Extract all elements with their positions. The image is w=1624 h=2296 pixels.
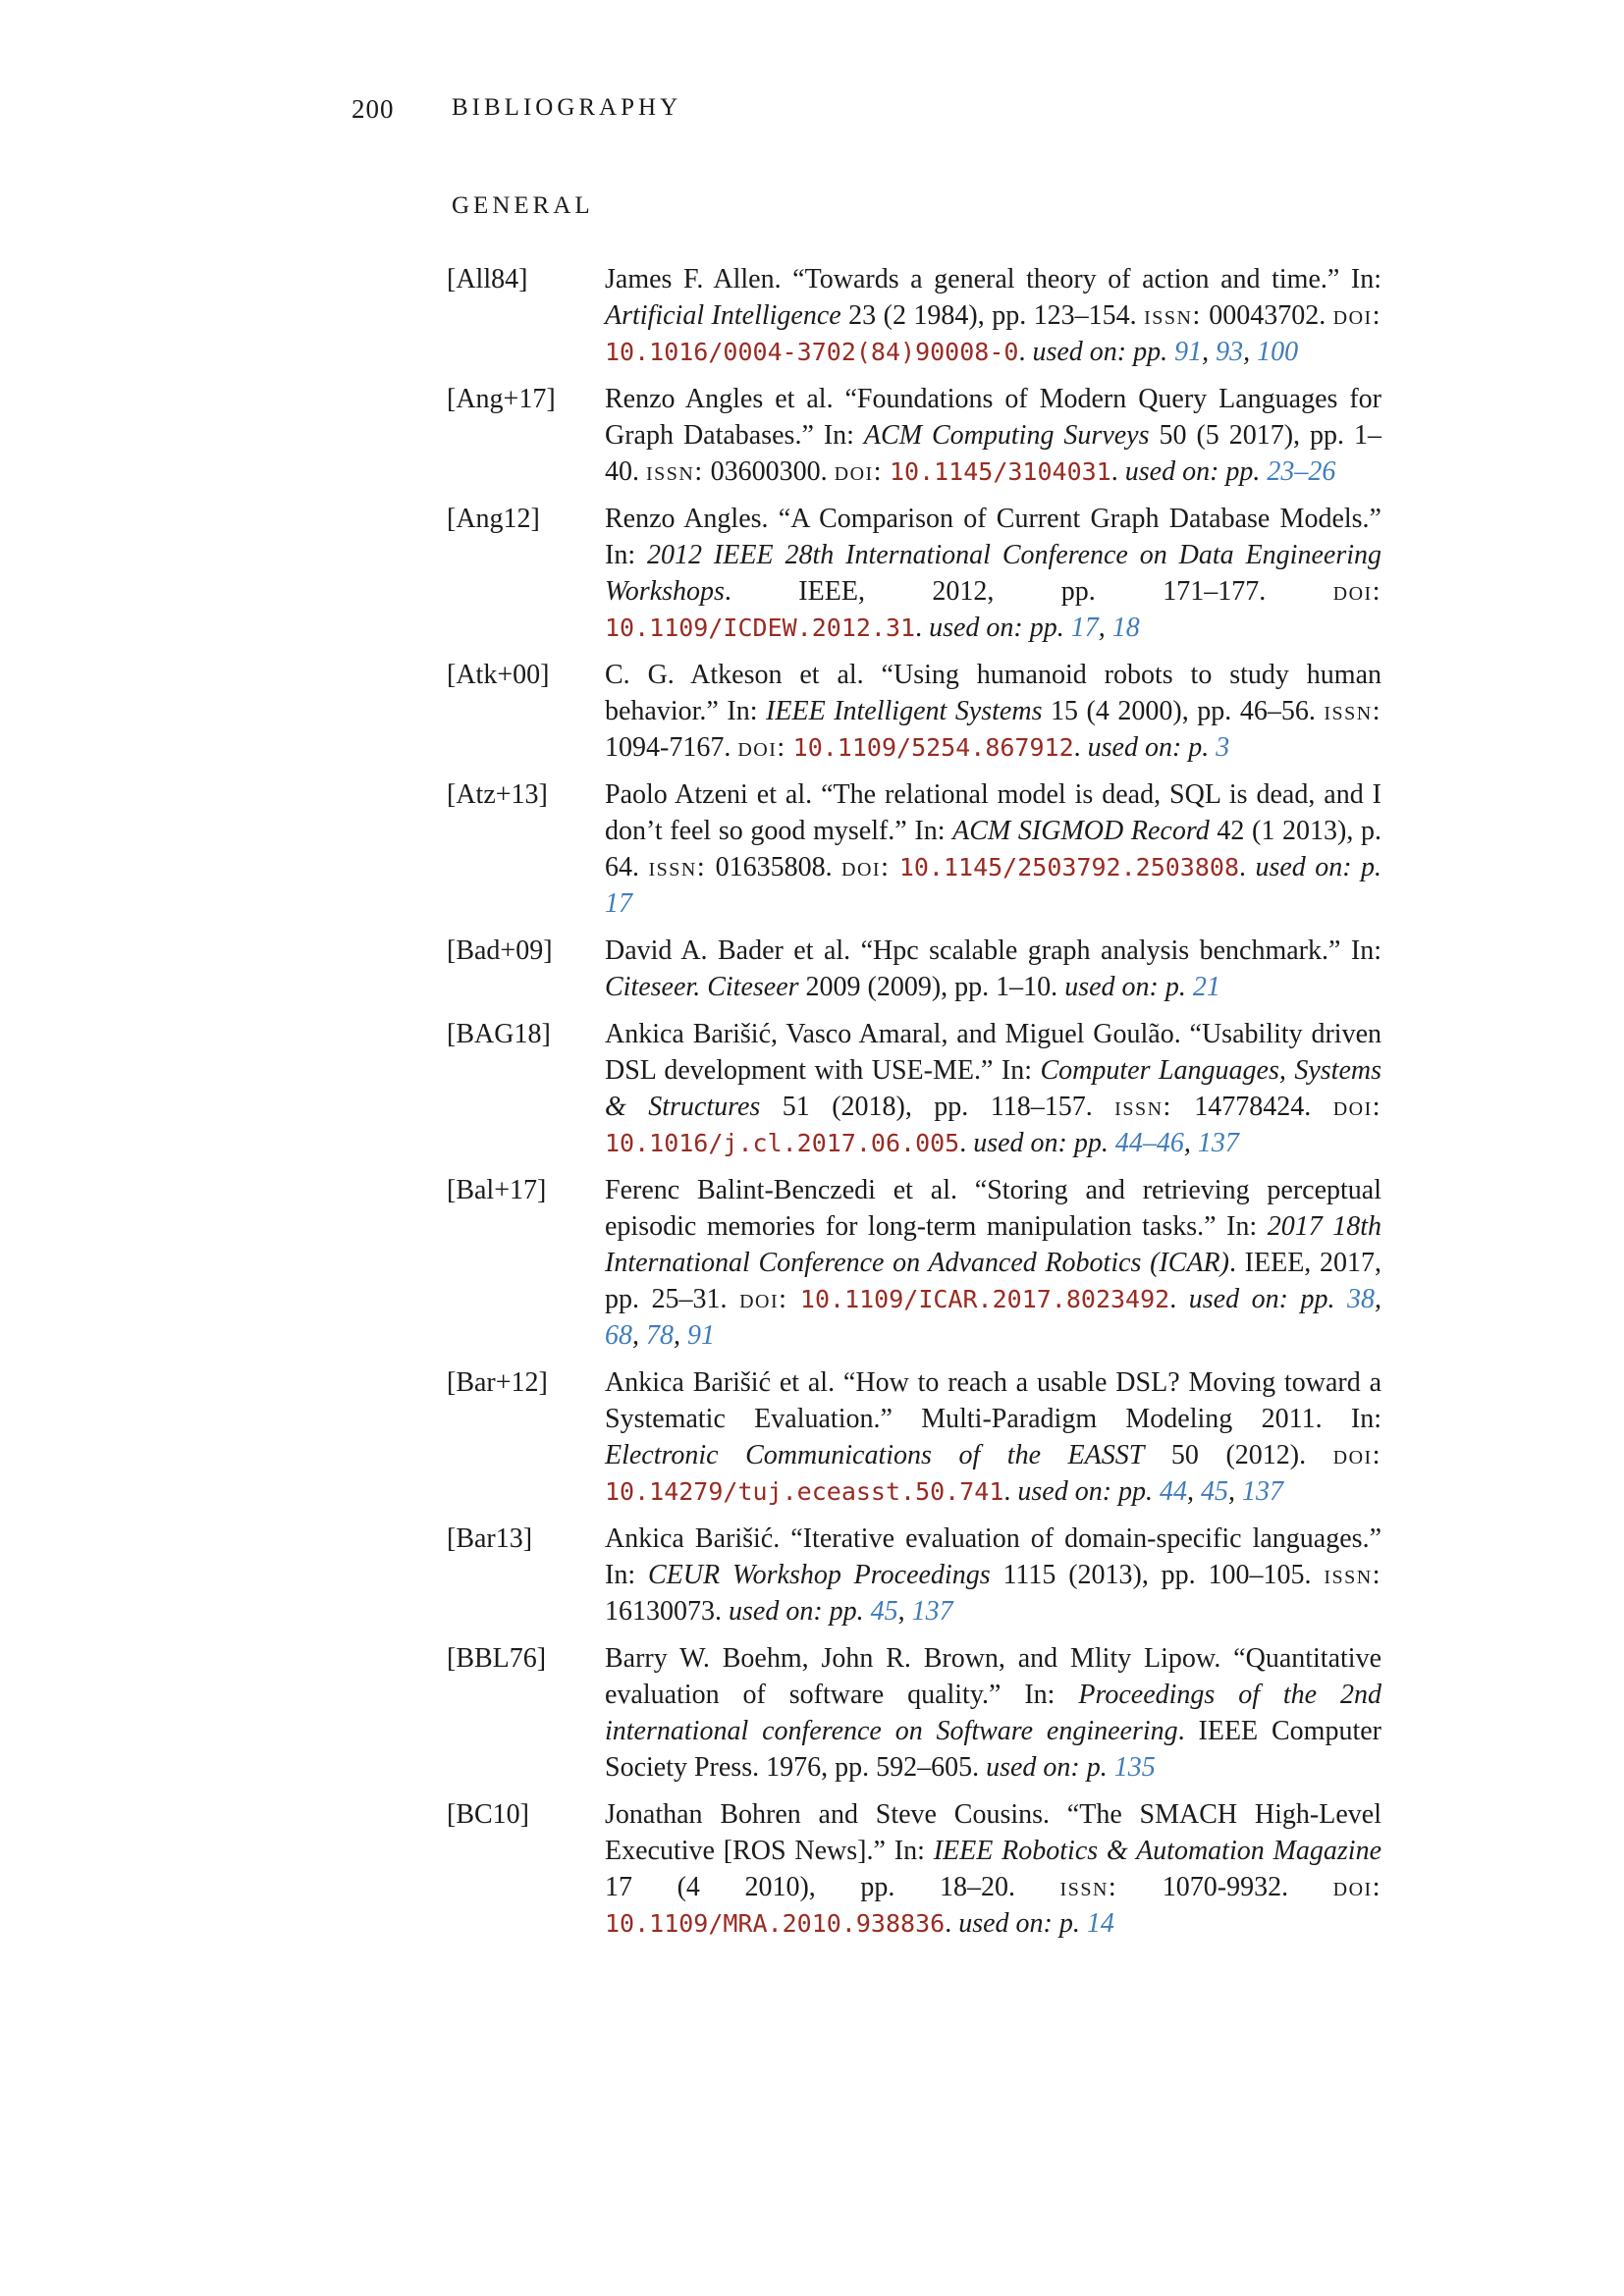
bib-entry-label: [Bal+17] xyxy=(447,1175,547,1205)
bib-entry-label: [Ang12] xyxy=(447,504,540,534)
text-run: . xyxy=(1169,1284,1189,1314)
text-run: Jonathan Bohren and Steve Cousins. “The SMACH High-Level Executive [ROS News].” In: xyxy=(605,1799,1381,1866)
bib-entry-text xyxy=(605,1523,1381,1627)
bib-entry-text xyxy=(605,935,1381,1002)
bib-entry-text xyxy=(605,779,1381,919)
text-run: Ankica Barišić. “Iterative evaluation of domain-specific languages.” In: xyxy=(605,1523,1381,1590)
page-number: 200 xyxy=(352,94,395,124)
text-run xyxy=(883,456,890,487)
text-run: , xyxy=(1183,1128,1198,1158)
doi-link[interactable]: 10.1016/j.cl.2017.06.005 xyxy=(605,1129,960,1157)
text-run: David A. Bader et al. “Hpc scalable graph analysis benchmark.” In: xyxy=(605,935,1381,966)
page-ref-link[interactable]: 3 xyxy=(1216,732,1230,763)
text-run: IEEE Robotics & Automation Magazine xyxy=(933,1836,1381,1866)
page-ref-link[interactable]: 137 xyxy=(911,1596,953,1627)
text-run: used on: pp. xyxy=(1124,456,1268,487)
text-run: 17 (4 2010), pp. 18–20. xyxy=(605,1872,1060,1902)
text-run: used on: p. xyxy=(1087,732,1217,763)
text-run: 42 (1 2013), p. 64. xyxy=(605,816,1382,882)
bib-entry xyxy=(447,1521,1381,1629)
bib-entry xyxy=(447,261,1381,370)
text-run: issn: xyxy=(646,456,704,487)
page-ref-link[interactable]: 135 xyxy=(1113,1752,1156,1783)
doi-link[interactable]: 10.1109/5254.867912 xyxy=(792,733,1074,762)
bibliography-list xyxy=(447,261,1381,1952)
page-ref-link[interactable]: 93 xyxy=(1216,337,1244,367)
text-run: . IEEE, 2012, pp. 171–177. xyxy=(724,576,1333,607)
bib-entry-label: [Ang+17] xyxy=(447,384,556,414)
doi-link[interactable]: 10.14279/tuj.eceasst.50.741 xyxy=(605,1477,1004,1506)
page-ref-link[interactable]: 17 xyxy=(1070,613,1099,643)
text-run: Proceedings of the 2nd international conference on Software engineering xyxy=(605,1680,1382,1746)
text-run: used on: p. xyxy=(1255,852,1382,882)
bib-entry-text xyxy=(605,1367,1381,1507)
bib-entry-text xyxy=(605,264,1381,367)
page-ref-link[interactable]: 91 xyxy=(687,1320,715,1351)
text-run: James F. Allen. “Towards a general theory of action and time.” In: xyxy=(605,264,1381,294)
bib-entry-text xyxy=(605,1643,1381,1783)
bib-entry xyxy=(447,1364,1381,1510)
text-run: issn: xyxy=(1324,696,1381,726)
text-run: . xyxy=(945,1908,959,1939)
page-ref-link[interactable]: 17 xyxy=(605,888,632,919)
text-run: Computer Languages, Systems & Structures xyxy=(605,1055,1381,1122)
text-run: 00043702. xyxy=(1201,300,1333,331)
text-run: used on: pp. xyxy=(1032,337,1175,367)
text-run: 14778424. xyxy=(1171,1092,1333,1122)
text-run: 50 (5 2017), pp. 1–40. xyxy=(605,420,1381,487)
page-ref-link[interactable]: 137 xyxy=(1197,1128,1239,1158)
bib-entry xyxy=(447,381,1381,490)
text-run: 50 (2012). xyxy=(1144,1440,1333,1470)
bib-entry xyxy=(447,657,1381,766)
text-run: Artificial Intelligence xyxy=(605,300,841,331)
text-run: Barry W. Boehm, John R. Brown, and Mlity Lipow. “Quantitative evaluation of software quality.” In: xyxy=(605,1643,1381,1710)
text-run: Ankica Barišić, Vasco Amaral, and Miguel Goulão. “Usability driven DSL development with USE-ME.” In: xyxy=(605,1019,1381,1086)
bib-entry-text xyxy=(605,504,1381,643)
text-run: , xyxy=(1243,337,1258,367)
text-run: doi: xyxy=(841,852,891,882)
text-run: 1115 (2013), pp. 100–105. xyxy=(990,1560,1325,1590)
text-run: 23 (2 1984), pp. 123–154. xyxy=(840,300,1145,331)
bib-entry-label: [Atz+13] xyxy=(447,779,548,810)
text-run: , xyxy=(632,1320,646,1351)
text-run: , xyxy=(1202,337,1217,367)
text-run: 01635808. xyxy=(706,852,842,882)
text-run xyxy=(890,852,898,882)
text-run xyxy=(787,1284,800,1314)
text-run: IEEE Intelligent Systems xyxy=(766,696,1043,726)
section-heading: GENERAL xyxy=(452,192,594,219)
text-run: 1094-7167. xyxy=(605,732,738,763)
bib-entry xyxy=(447,933,1381,1005)
text-run: 03600300. xyxy=(703,456,835,487)
text-run: 2009 (2009), pp. 1–10. xyxy=(798,972,1065,1002)
text-run: used on: pp. xyxy=(1188,1284,1347,1314)
page-ref-link[interactable]: 44–46 xyxy=(1114,1128,1184,1158)
page-ref-link[interactable]: 38 xyxy=(1347,1284,1375,1314)
text-run: Ankica Barišić et al. “How to reach a usable DSL? Moving toward a Systematic Evaluation.” Multi-Paradigm Modeling 2011. In: xyxy=(605,1367,1381,1434)
page-ref-link[interactable]: 91 xyxy=(1174,337,1203,367)
text-run: C. G. Atkeson et al. “Using humanoid robots to study human behavior.” In: xyxy=(605,660,1381,726)
bib-entry xyxy=(447,501,1381,646)
doi-link[interactable]: 10.1145/2503792.2503808 xyxy=(898,853,1240,881)
text-run: 2017 18th International Conference on Advanced Robotics (ICAR) xyxy=(605,1211,1381,1278)
page-ref-link[interactable]: 100 xyxy=(1257,337,1299,367)
text-run: 16130073. xyxy=(605,1596,729,1627)
bib-entry-label: [BC10] xyxy=(447,1799,529,1830)
text-run: issn: xyxy=(1114,1092,1172,1122)
text-run: , xyxy=(1375,1284,1381,1314)
text-run: , xyxy=(1228,1476,1243,1507)
text-run: used on: pp. xyxy=(929,613,1071,643)
bib-entry-text xyxy=(605,1799,1381,1939)
text-run: 1070-9932. xyxy=(1117,1872,1333,1902)
doi-link[interactable]: 10.1109/ICDEW.2012.31 xyxy=(605,614,916,642)
text-run: issn: xyxy=(1324,1560,1381,1590)
text-run: Electronic Communications of the EASST xyxy=(605,1440,1145,1470)
bib-entry-text xyxy=(605,384,1381,487)
text-run: doi: xyxy=(737,732,786,763)
page-ref-link[interactable]: 21 xyxy=(1192,972,1220,1002)
page-ref-link[interactable]: 23–26 xyxy=(1267,456,1336,487)
page-ref-link[interactable]: 18 xyxy=(1111,613,1140,643)
text-run: issn: xyxy=(1059,1872,1118,1902)
text-run: doi: xyxy=(1332,1872,1381,1902)
text-run: CEUR Workshop Proceedings xyxy=(647,1560,991,1590)
text-run: used on: p. xyxy=(986,1752,1114,1783)
bib-entry xyxy=(447,1016,1381,1161)
text-run: issn: xyxy=(648,852,707,882)
text-run: . xyxy=(1239,852,1256,882)
bib-entry-label: [Bar+12] xyxy=(447,1367,548,1398)
text-run: . xyxy=(915,613,930,643)
page-ref-link[interactable]: 68 xyxy=(605,1320,632,1351)
text-run: issn: xyxy=(1144,300,1202,331)
bib-entry-label: [BBL76] xyxy=(447,1643,547,1674)
bib-entry xyxy=(447,776,1381,922)
text-run: , xyxy=(1098,613,1112,643)
text-run: doi: xyxy=(739,1284,788,1314)
text-run: 51 (2018), pp. 118–157. xyxy=(760,1092,1115,1122)
bib-entry-text xyxy=(605,1019,1381,1158)
bib-entry-label: [All84] xyxy=(447,264,528,294)
bib-entry xyxy=(447,1796,1381,1942)
text-run: doi: xyxy=(1332,300,1381,331)
bib-entry-label: [Bar13] xyxy=(447,1523,533,1554)
text-run: , xyxy=(897,1596,912,1627)
text-run: . IEEE Computer Society Press. 1976, pp. 592–605. xyxy=(605,1716,1381,1783)
page-ref-link[interactable]: 45 xyxy=(1201,1476,1229,1507)
text-run: used on: p. xyxy=(1064,972,1193,1002)
text-run: . xyxy=(959,1128,974,1158)
text-run: doi: xyxy=(1332,1440,1381,1470)
page-ref-link[interactable]: 45 xyxy=(870,1596,898,1627)
text-run: ACM SIGMOD Record xyxy=(952,816,1210,846)
bib-entry-label: [Atk+00] xyxy=(447,660,550,690)
text-run: Renzo Angles. “A Comparison of Current Graph Database Models.” In: xyxy=(605,504,1381,570)
text-run: , xyxy=(1187,1476,1202,1507)
text-run: ACM Computing Surveys xyxy=(863,420,1150,451)
page-ref-link[interactable]: 44 xyxy=(1160,1476,1188,1507)
text-run: Paolo Atzeni et al. “The relational model is dead, SQL is dead, and I don’t feel so good myself.” In: xyxy=(605,779,1381,846)
bib-entry-label: [Bad+09] xyxy=(447,935,553,966)
text-run: 2012 IEEE 28th International Conference on Data Engineering Workshops xyxy=(605,540,1381,607)
bib-entry xyxy=(447,1172,1381,1354)
text-run: . xyxy=(1110,456,1125,487)
doi-link[interactable]: 10.1109/ICAR.2017.8023492 xyxy=(799,1285,1170,1313)
page-ref-link[interactable]: 137 xyxy=(1242,1476,1284,1507)
text-run: . IEEE, 2017, pp. 25–31. xyxy=(605,1248,1382,1314)
text-run: . xyxy=(1073,732,1088,763)
text-run: used on: pp. xyxy=(1017,1476,1161,1507)
text-run: Ferenc Balint-Benczedi et al. “Storing and retrieving perceptual episodic memories for long-term manipulation tasks.” In: xyxy=(605,1175,1381,1242)
bib-entry-text xyxy=(605,660,1381,763)
doi-link[interactable]: 10.1145/3104031 xyxy=(889,457,1111,486)
bib-entry-label: [BAG18] xyxy=(447,1019,551,1049)
text-run: used on: p. xyxy=(958,1908,1087,1939)
doi-link[interactable]: 10.1109/MRA.2010.938836 xyxy=(605,1909,946,1938)
text-run: used on: pp. xyxy=(973,1128,1115,1158)
text-run: Citeseer. Citeseer xyxy=(605,972,799,1002)
text-run: . xyxy=(1003,1476,1018,1507)
page-ref-link[interactable]: 14 xyxy=(1086,1908,1114,1939)
text-run: Renzo Angles et al. “Foundations of Modern Query Languages for Graph Databases.” In: xyxy=(605,384,1381,451)
text-run xyxy=(786,732,793,763)
bib-entry xyxy=(447,1640,1381,1786)
doi-link[interactable]: 10.1016/0004-3702(84)90008-0 xyxy=(605,338,1019,366)
running-header: BIBLIOGRAPHY xyxy=(452,94,682,121)
text-run: . xyxy=(1018,337,1033,367)
text-run: doi: xyxy=(834,456,883,487)
text-run: , xyxy=(674,1320,687,1351)
text-run: used on: pp. xyxy=(729,1596,871,1627)
page-ref-link[interactable]: 78 xyxy=(646,1320,674,1351)
text-run: 15 (4 2000), pp. 46–56. xyxy=(1042,696,1325,726)
bib-entry-text xyxy=(605,1175,1381,1351)
text-run: doi: xyxy=(1332,576,1381,607)
text-run: doi: xyxy=(1332,1092,1382,1122)
